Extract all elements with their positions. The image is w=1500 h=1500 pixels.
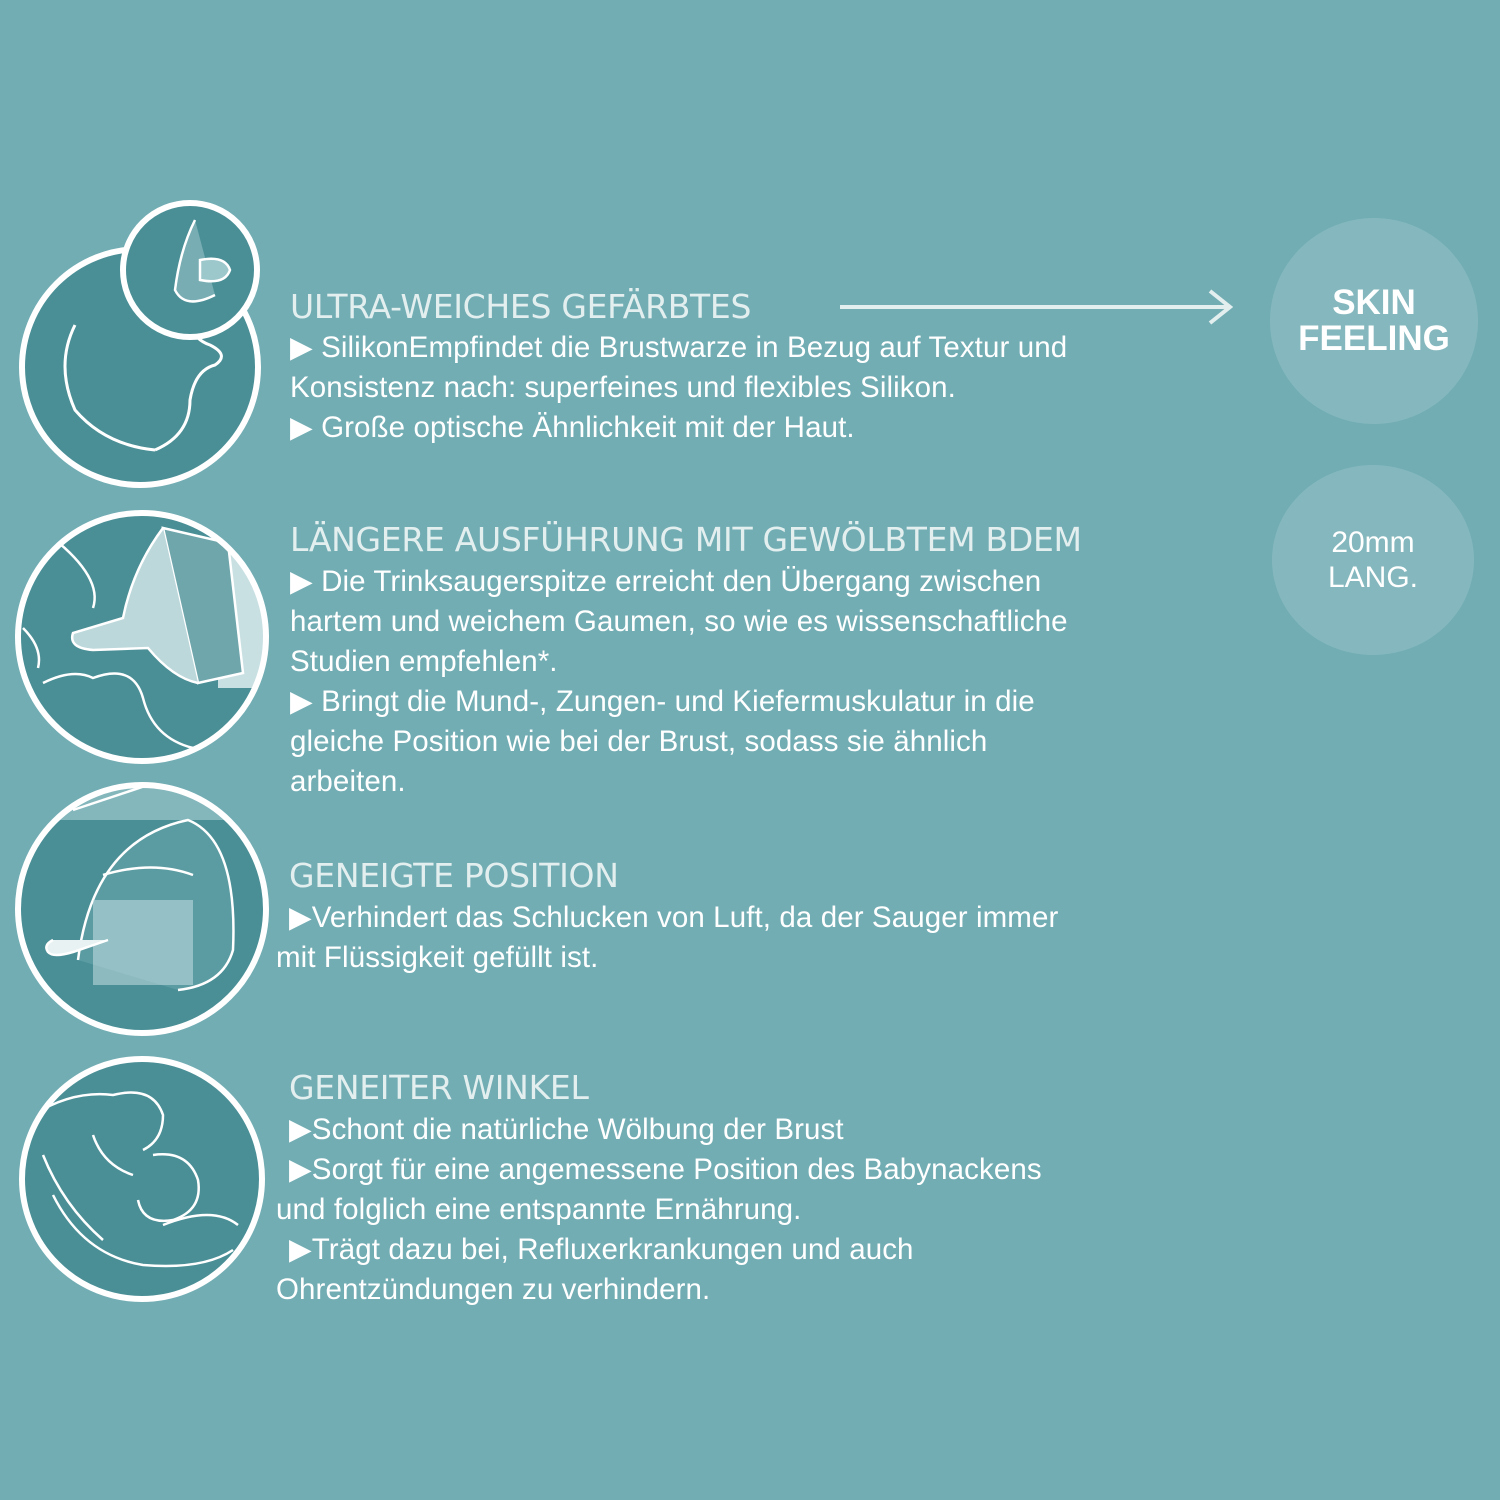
parent-feeding-baby-icon — [13, 1055, 271, 1313]
section-3-line-1: ▶Verhindert das Schlucken von Luft, da der Sauger immer — [289, 901, 1059, 934]
length-line-1: 20mm — [1331, 526, 1415, 559]
section-1-line-3: ▶ Große optische Ähnlichkeit mit der Haut. — [290, 411, 855, 444]
section-2-line-1: ▶ Die Trinksaugerspitze erreicht den Übergang zwischen — [290, 565, 1042, 598]
section-1-line-2: Konsistenz nach: superfeines und flexibles Silikon. — [290, 371, 956, 404]
section-4 — [276, 1070, 1042, 1310]
section-2 — [290, 522, 1082, 802]
section-1-heading: ULTRA-WEICHES GEFÄRBTES — [290, 287, 752, 326]
section-2-line-6: arbeiten. — [290, 765, 406, 798]
section-2-heading: LÄNGERE AUSFÜHRUNG MIT GEWÖLBTEM BDEM — [290, 520, 1082, 559]
section-1-line-1: ▶ SilikonEmpfindet die Brustwarze in Bezug auf Textur und — [290, 331, 1068, 364]
section-2-line-5: gleiche Position wie bei der Brust, sodass sie ähnlich — [290, 725, 988, 758]
section-3-line-2: mit Flüssigkeit gefüllt ist. — [276, 941, 599, 974]
section-4-line-2: ▶Sorgt für eine angemessene Position des Babynackens — [289, 1153, 1042, 1186]
skin-feeling-line-1: SKIN — [1332, 283, 1416, 322]
section-4-heading: GENEITER WINKEL — [289, 1068, 589, 1107]
teat-closeup-icon — [15, 195, 265, 495]
skin-feeling-line-2: FEELING — [1298, 319, 1450, 358]
section-4-line-1: ▶Schont die natürliche Wölbung der Brust — [289, 1113, 844, 1146]
skin-feeling-badge — [1270, 218, 1478, 424]
tilted-bottle-icon — [13, 780, 271, 1038]
section-4-line-3: und folglich eine entspannte Ernährung. — [276, 1193, 802, 1226]
section-4-line-5: Ohrentzündungen zu verhindern. — [276, 1273, 711, 1306]
section-3-heading: GENEIGTE POSITION — [289, 856, 619, 895]
section-2-line-3: Studien empfehlen*. — [290, 645, 558, 678]
right-arrow-icon — [838, 287, 1238, 332]
length-badge — [1272, 465, 1474, 655]
section-2-line-2: hartem und weichem Gaumen, so wie es wissenschaftliche — [290, 605, 1068, 638]
section-2-line-4: ▶ Bringt die Mund-, Zungen- und Kiefermuskulatur in die — [290, 685, 1035, 718]
length-line-2: LANG. — [1327, 561, 1419, 594]
section-3 — [276, 858, 1058, 978]
baby-mouth-teat-icon — [13, 508, 271, 766]
section-4-line-4: ▶Trägt dazu bei, Refluxerkrankungen und auch — [289, 1233, 914, 1266]
